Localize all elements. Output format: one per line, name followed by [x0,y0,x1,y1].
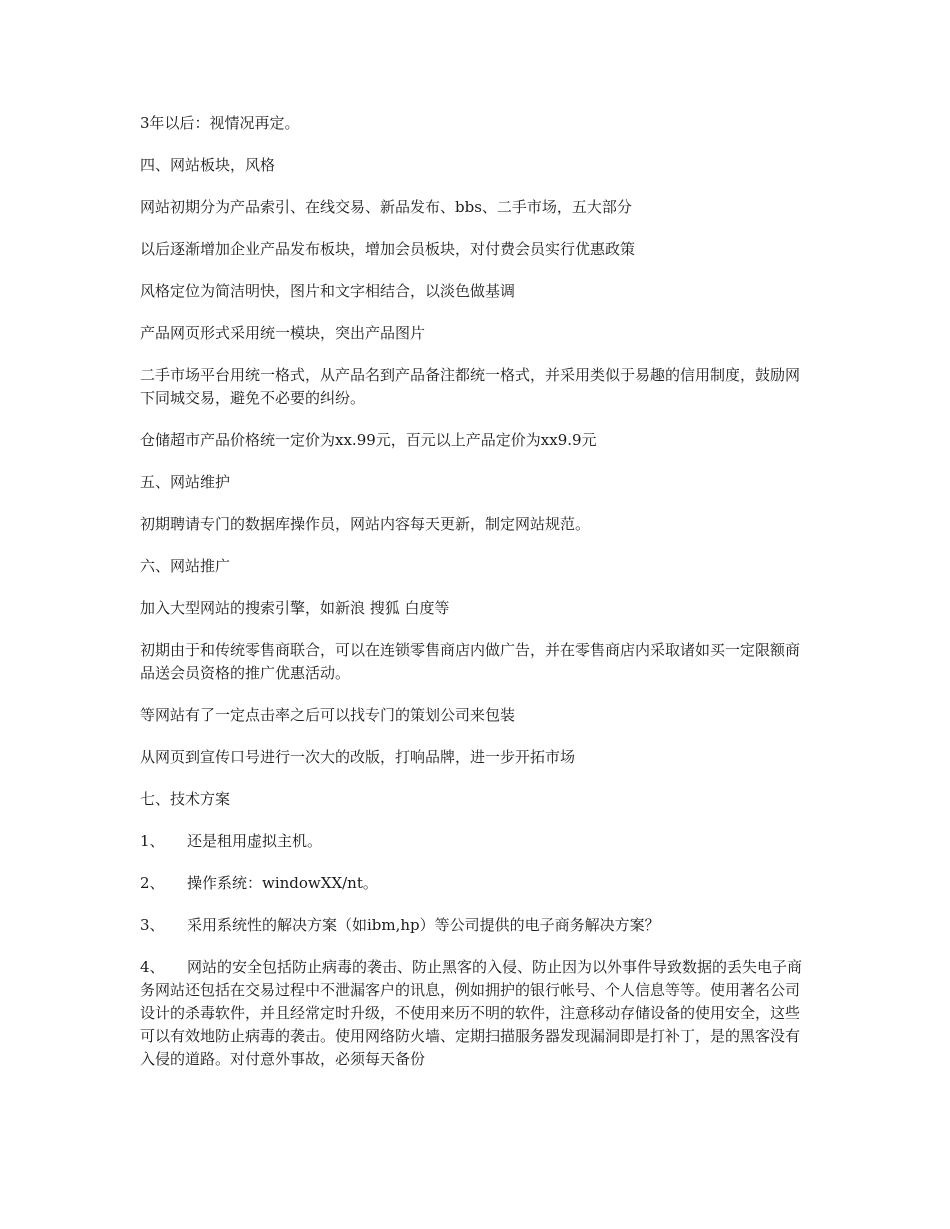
paragraph: 从网页到宣传口号进行一次大的改版，打响品牌，进一步开拓市场 [140,748,576,766]
paragraph: 产品网页形式采用统一模块，突出产品图片 [140,324,426,342]
paragraph: 初期聘请专门的数据库操作员，网站内容每天更新，制定网站规范。 [140,515,591,533]
section-heading: 四、网站板块，风格 [140,156,276,174]
numbered-item [140,872,810,895]
paragraph: 仓储超市产品价格统一定价为xx.99元，百元以上产品定价为xx9.9元 [140,431,597,449]
section-heading: 五、网站维护 [140,473,231,491]
numbered-item [140,830,810,853]
item-text: 还是租用虚拟主机。 [187,832,323,850]
item-text: 操作系统：windowXX/nt。 [187,874,378,892]
paragraph: 风格定位为简洁明快，图片和文字相结合，以淡色做基调 [140,282,516,300]
paragraph: 以后逐渐增加企业产品发布板块，增加会员板块，对付费会员实行优惠政策 [140,240,636,258]
paragraph: 二手市场平台用统一格式，从产品名到产品备注都统一格式，并采用类似于易趣的信用制度，鼓励网下同城交易，避免不必要的纠纷。 [140,366,801,407]
numbered-item [140,956,810,1071]
paragraph: 网站初期分为产品索引、在线交易、新品发布、bbs、二手市场，五大部分 [140,198,632,216]
numbered-item [140,914,810,937]
item-number: 3、 [140,916,165,934]
item-number: 4、 [140,958,165,976]
section-heading: 七、技术方案 [140,790,231,808]
section-heading: 六、网站推广 [140,557,231,575]
item-text: 采用系统性的解决方案（如ibm,hp）等公司提供的电子商务解决方案？ [187,916,660,934]
document-body [140,112,810,1090]
item-number: 1、 [140,832,165,850]
paragraph: 加入大型网站的搜索引擎，如新浪 搜狐 白度等 [140,599,450,617]
paragraph: 3年以后：视情况再定。 [140,114,300,132]
paragraph: 等网站有了一定点击率之后可以找专门的策划公司来包装 [140,706,516,724]
item-text: 网站的安全包括防止病毒的袭击、防止黑客的入侵、防止因为以外事件导致数据的丢失电子商务网站还包括在交易过程中不泄漏客户的讯息，例如拥护的银行帐号、个人信息等等。使用著名公司设计的杀毒软件，并且经常定时升级，不使用来历不明的软件，注意移动存储设备的使用安全，这些可以有效地防止病毒的袭击。使用网络防火墙、定期扫描服务器发现漏洞即是打补丁，是的黑客没有入侵的道路。对付意外事故，必须每天备份 [140,958,803,1068]
item-number: 2、 [140,874,165,892]
paragraph: 初期由于和传统零售商联合，可以在连锁零售商店内做广告，并在零售商店内采取诸如买一定限额商品送会员资格的推广优惠活动。 [140,641,801,682]
